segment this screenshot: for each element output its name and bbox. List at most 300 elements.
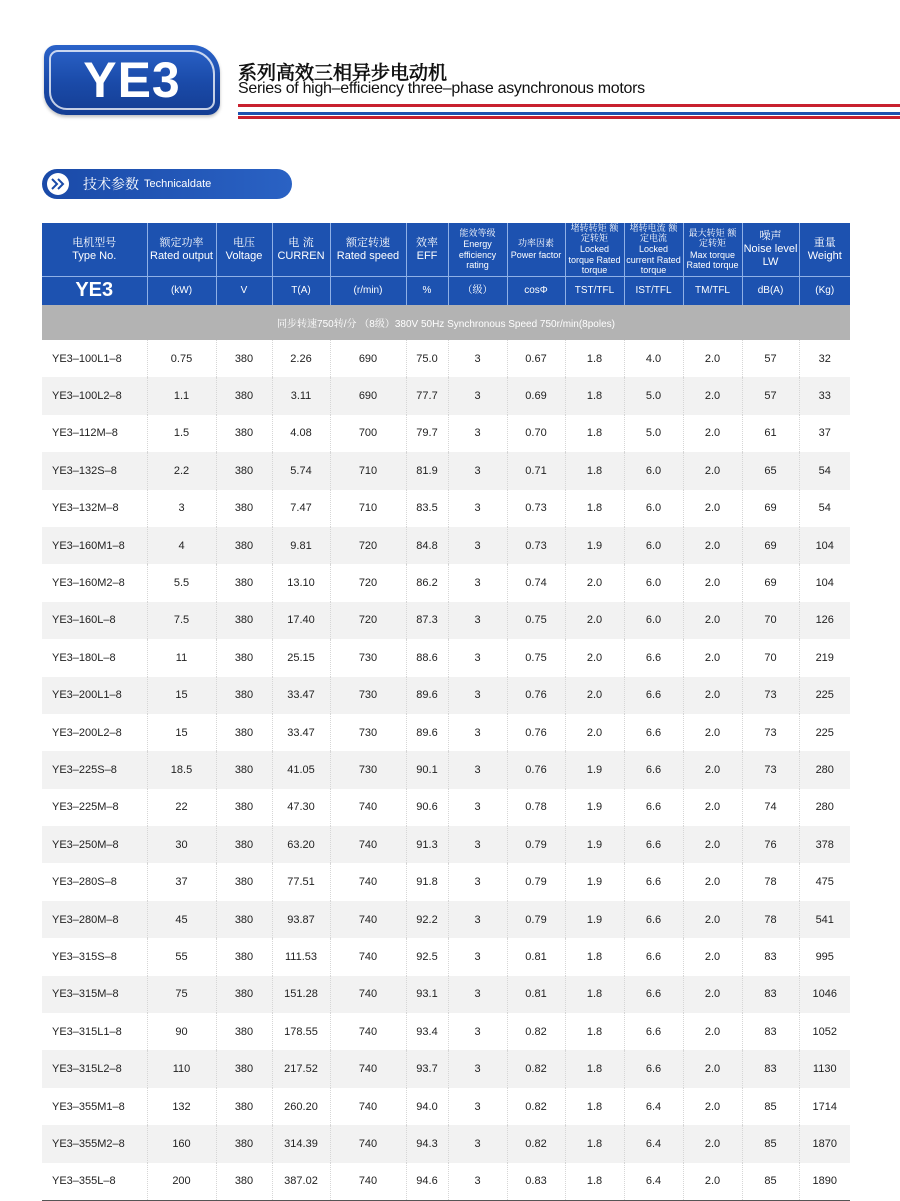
- table-cell: 0.83: [507, 1163, 565, 1201]
- table-cell: 380: [216, 863, 272, 900]
- table-cell: 2.0: [683, 527, 742, 564]
- table-cell: 1.9: [565, 527, 624, 564]
- model-cell: YE3–132S–8: [42, 452, 147, 489]
- table-row: [42, 826, 850, 863]
- table-cell: 1.8: [565, 1013, 624, 1050]
- table-cell: 380: [216, 602, 272, 639]
- table-cell: 6.0: [624, 452, 683, 489]
- table-cell: 2.0: [683, 452, 742, 489]
- table-cell: 280: [799, 751, 850, 788]
- column-header: [683, 223, 742, 277]
- table-cell: 280: [815, 801, 834, 814]
- table-cell: 33.47: [272, 714, 330, 751]
- column-header-cn: 功率因素: [517, 239, 554, 250]
- table-cell: 1890: [799, 1163, 850, 1201]
- table-cell: 2.0: [683, 1013, 742, 1050]
- table-cell: 730: [330, 714, 406, 751]
- table-cell: 0.75: [507, 602, 565, 639]
- table-cell: 5.5: [147, 564, 216, 601]
- column-header: [742, 223, 799, 277]
- table-cell: 70: [742, 639, 799, 676]
- table-cell: 740: [330, 938, 406, 975]
- table-cell: 219: [815, 651, 834, 664]
- table-cell: 4: [147, 527, 216, 564]
- table-cell: 6.6: [624, 714, 683, 751]
- table-cell: 3: [448, 639, 507, 676]
- title-english: Series of high–efficiency three–phase asynchronous motors: [238, 80, 645, 97]
- table-cell: 1.8: [565, 415, 624, 452]
- table-cell: 3: [448, 677, 507, 714]
- table-cell: 33: [799, 377, 850, 414]
- table-cell: 1.9: [565, 901, 624, 938]
- section-label-en: Technicaldate: [144, 178, 212, 190]
- table-cell: 710: [330, 490, 406, 527]
- table-cell: 314.39: [272, 1125, 330, 1162]
- model-cell: YE3–112M–8: [42, 415, 147, 452]
- table-row: [42, 1125, 850, 1162]
- table-cell: 57: [742, 340, 799, 377]
- table-cell: 0.79: [507, 863, 565, 900]
- table-cell: 6.6: [624, 639, 683, 676]
- table-cell: 91.8: [406, 863, 448, 900]
- table-cell: 2.0: [683, 789, 742, 826]
- table-cell: 2.0: [683, 1050, 742, 1087]
- column-header: [448, 223, 507, 277]
- table-cell: 15: [147, 714, 216, 751]
- table-cell: 47.30: [272, 789, 330, 826]
- table-cell: 380: [216, 901, 272, 938]
- column-unit: TM/TFL: [683, 277, 742, 306]
- stripe-blue: [238, 112, 900, 115]
- table-cell: 22: [147, 789, 216, 826]
- model-cell: YE3–315M–8: [42, 976, 147, 1013]
- column-unit: (Kg): [799, 277, 850, 306]
- table-cell: 3: [448, 564, 507, 601]
- table-cell: 90.1: [406, 751, 448, 788]
- table-cell: 110: [147, 1050, 216, 1087]
- table-cell: 380: [216, 938, 272, 975]
- table-cell: 3: [448, 789, 507, 826]
- table-cell: 740: [330, 976, 406, 1013]
- table-cell: 0.69: [507, 377, 565, 414]
- table-row: [42, 1163, 850, 1201]
- column-header-cn: 堵转转矩 额定转矩: [570, 224, 619, 245]
- table-cell: 2.0: [683, 340, 742, 377]
- table-cell: 1.8: [565, 938, 624, 975]
- table-cell: 3: [448, 377, 507, 414]
- table-cell: 83: [742, 1013, 799, 1050]
- table-cell: 78: [742, 901, 799, 938]
- table-cell: 3: [448, 340, 507, 377]
- table-cell: 1052: [812, 1025, 837, 1038]
- table-cell: 5.74: [272, 452, 330, 489]
- table-cell: 730: [330, 751, 406, 788]
- table-cell: 0.78: [507, 789, 565, 826]
- column-header-cn: 电 流: [288, 235, 314, 249]
- table-cell: 92.2: [406, 901, 448, 938]
- table-cell: 88.6: [406, 639, 448, 676]
- table-cell: 3: [448, 415, 507, 452]
- table-cell: 720: [330, 527, 406, 564]
- table-cell: 6.6: [624, 789, 683, 826]
- table-cell: 3: [448, 452, 507, 489]
- table-cell: 93.7: [406, 1050, 448, 1087]
- table-cell: 1.8: [565, 340, 624, 377]
- table-cell: 3: [448, 938, 507, 975]
- table-cell: 2.0: [683, 976, 742, 1013]
- table-cell: 475: [815, 876, 834, 889]
- ye3-logo: [44, 45, 220, 115]
- table-cell: 79.7: [406, 415, 448, 452]
- table-cell: 74: [742, 789, 799, 826]
- table-cell: 3: [448, 527, 507, 564]
- model-cell: YE3–315L2–8: [42, 1050, 147, 1087]
- table-cell: 83: [742, 1050, 799, 1087]
- table-cell: 0.79: [507, 826, 565, 863]
- column-header: [147, 223, 216, 277]
- column-header: [799, 223, 850, 277]
- column-header-en: CURREN: [277, 249, 325, 262]
- table-cell: 151.28: [272, 976, 330, 1013]
- table-cell: 2.0: [683, 377, 742, 414]
- table-cell: 32: [818, 352, 831, 365]
- table-cell: 740: [330, 1088, 406, 1125]
- table-cell: 0.70: [507, 415, 565, 452]
- table-cell: 6.4: [624, 1163, 683, 1201]
- table-cell: 690: [330, 377, 406, 414]
- table-cell: 3: [448, 1125, 507, 1162]
- model-cell: YE3–225S–8: [42, 751, 147, 788]
- stripe-white: [238, 108, 900, 111]
- table-cell: 2.0: [683, 751, 742, 788]
- table-cell: 160: [147, 1125, 216, 1162]
- table-cell: 740: [330, 901, 406, 938]
- table-row: [42, 602, 850, 639]
- table-cell: 18.5: [147, 751, 216, 788]
- table-cell: 69: [742, 527, 799, 564]
- table-cell: 2.0: [683, 602, 742, 639]
- table-cell: 6.0: [624, 490, 683, 527]
- table-cell: 3: [448, 1013, 507, 1050]
- table-cell: 85: [742, 1088, 799, 1125]
- table-cell: 1.8: [565, 1088, 624, 1125]
- table-cell: 93.1: [406, 976, 448, 1013]
- table-cell: 0.82: [507, 1013, 565, 1050]
- column-unit: cosΦ: [507, 277, 565, 306]
- table-cell: 2.0: [565, 677, 624, 714]
- table-cell: 1.8: [565, 1050, 624, 1087]
- table-cell: 37: [818, 427, 831, 440]
- table-row: [42, 527, 850, 564]
- table-cell: 710: [330, 452, 406, 489]
- table-cell: 690: [330, 340, 406, 377]
- table-cell: 37: [147, 863, 216, 900]
- table-cell: 33.47: [272, 677, 330, 714]
- table-cell: 3: [448, 863, 507, 900]
- table-row: [42, 377, 850, 414]
- table-cell: 6.6: [624, 901, 683, 938]
- table-cell: 380: [216, 677, 272, 714]
- table-cell: 0.82: [507, 1050, 565, 1087]
- table-cell: 15: [147, 677, 216, 714]
- table-cell: 73: [742, 677, 799, 714]
- model-cell: YE3–315L1–8: [42, 1013, 147, 1050]
- table-cell: 1130: [799, 1050, 850, 1087]
- column-header-cn: 效率: [416, 235, 438, 249]
- table-cell: 76: [742, 826, 799, 863]
- spec-table: [42, 223, 850, 1201]
- table-cell: 89.6: [406, 714, 448, 751]
- table-cell: 2.0: [683, 826, 742, 863]
- table-cell: 92.5: [406, 938, 448, 975]
- column-header-en: Power factor: [510, 249, 562, 260]
- table-cell: 4.08: [272, 415, 330, 452]
- table-cell: 61: [742, 415, 799, 452]
- table-cell: 2.0: [683, 1125, 742, 1162]
- column-header-cn: 重量: [813, 235, 836, 249]
- section-technical-data: [42, 169, 292, 199]
- column-unit: dB(A): [742, 277, 799, 306]
- table-cell: 83: [742, 976, 799, 1013]
- table-cell: 6.0: [624, 527, 683, 564]
- title-chinese: 系列高效三相异步电动机: [238, 62, 448, 84]
- table-cell: 85: [742, 1163, 799, 1201]
- model-cell: YE3–160L–8: [42, 602, 147, 639]
- table-cell: 730: [330, 677, 406, 714]
- table-cell: 2.0: [683, 714, 742, 751]
- column-unit: YE3: [42, 277, 147, 306]
- model-cell: YE3–180L–8: [42, 639, 147, 676]
- table-cell: 380: [216, 490, 272, 527]
- table-cell: 380: [216, 415, 272, 452]
- table-cell: 0.73: [507, 490, 565, 527]
- table-cell: 380: [216, 564, 272, 601]
- stripe-red: [238, 104, 900, 107]
- table-cell: 1.8: [565, 976, 624, 1013]
- model-cell: YE3–200L1–8: [42, 677, 147, 714]
- table-cell: 45: [147, 901, 216, 938]
- table-cell: 0.74: [507, 564, 565, 601]
- column-header: [330, 223, 406, 277]
- table-cell: 6.6: [624, 677, 683, 714]
- table-cell: 380: [216, 976, 272, 1013]
- table-row: [42, 901, 850, 938]
- table-cell: 1.8: [565, 377, 624, 414]
- table-cell: 1.9: [565, 789, 624, 826]
- table-cell: 63.20: [272, 826, 330, 863]
- model-cell: YE3–160M2–8: [42, 564, 147, 601]
- table-cell: 0.76: [507, 714, 565, 751]
- column-header: [272, 223, 330, 277]
- table-cell: 4.0: [624, 340, 683, 377]
- table-cell: 2.0: [683, 1163, 742, 1201]
- table-cell: 200: [147, 1163, 216, 1201]
- column-header-cn: 额定转速: [346, 235, 390, 249]
- table-row: [42, 490, 850, 527]
- table-cell: 3: [448, 976, 507, 1013]
- column-header-cn: 电压: [233, 235, 255, 249]
- table-cell: 6.6: [624, 826, 683, 863]
- table-cell: 3: [448, 602, 507, 639]
- table-cell: 78: [742, 863, 799, 900]
- table-cell: 2.0: [683, 639, 742, 676]
- table-cell: 94.0: [406, 1088, 448, 1125]
- model-cell: YE3–160M1–8: [42, 527, 147, 564]
- table-cell: 6.0: [624, 602, 683, 639]
- table-row: [42, 415, 850, 452]
- column-header: [565, 223, 624, 277]
- table-cell: 380: [216, 751, 272, 788]
- table-cell: 30: [147, 826, 216, 863]
- table-row: [42, 863, 850, 900]
- table-cell: 93.87: [272, 901, 330, 938]
- table-cell: 260.20: [272, 1088, 330, 1125]
- column-unit: IST/TFL: [624, 277, 683, 306]
- header-row: [42, 223, 850, 277]
- column-header-en: Locked current Rated torque: [626, 244, 681, 275]
- table-cell: 3: [448, 1050, 507, 1087]
- table-cell: 1.1: [147, 377, 216, 414]
- table-cell: 91.3: [406, 826, 448, 863]
- table-cell: 90.6: [406, 789, 448, 826]
- table-cell: 730: [330, 639, 406, 676]
- table-cell: 6.6: [624, 1050, 683, 1087]
- table-cell: 25.15: [272, 639, 330, 676]
- column-header: [624, 223, 683, 277]
- table-cell: 1.9: [565, 863, 624, 900]
- table-cell: 740: [330, 1125, 406, 1162]
- table-cell: 380: [216, 377, 272, 414]
- table-cell: 6.6: [624, 938, 683, 975]
- table-cell: 1.8: [565, 1163, 624, 1201]
- sync-speed-label: 同步转速750转/分 （8级）380V 50Hz Synchronous Speed 750r/min(8poles): [42, 305, 850, 340]
- table-cell: 387.02: [272, 1163, 330, 1201]
- column-header: [216, 223, 272, 277]
- table-cell: 740: [330, 826, 406, 863]
- table-cell: 1046: [799, 976, 850, 1013]
- section-label-cn: 技术参数: [83, 177, 139, 193]
- table-cell: 2.0: [683, 1088, 742, 1125]
- table-cell: 77.51: [272, 863, 330, 900]
- table-cell: 2.0: [683, 564, 742, 601]
- column-header-cn: 堵转电流 额定电流: [629, 224, 678, 245]
- column-header-cn: 最大转矩 额定转矩: [688, 229, 737, 250]
- table-cell: 380: [216, 1163, 272, 1201]
- table-row: [42, 751, 850, 788]
- table-row: [42, 938, 850, 975]
- table-cell: 104: [815, 577, 834, 590]
- table-cell: 93.4: [406, 1013, 448, 1050]
- table-cell: 0.79: [507, 901, 565, 938]
- table-cell: 83.5: [406, 490, 448, 527]
- table-cell: 90: [147, 1013, 216, 1050]
- table-cell: 380: [216, 714, 272, 751]
- table-cell: 217.52: [272, 1050, 330, 1087]
- table-cell: 1.9: [565, 751, 624, 788]
- table-cell: 380: [216, 639, 272, 676]
- table-cell: 720: [330, 602, 406, 639]
- table-row: [42, 639, 850, 676]
- column-header: [507, 223, 565, 277]
- table-cell: 2.0: [683, 677, 742, 714]
- table-cell: 3: [448, 751, 507, 788]
- table-cell: 65: [742, 452, 799, 489]
- column-unit: TST/TFL: [565, 277, 624, 306]
- table-cell: 0.76: [507, 751, 565, 788]
- column-unit: (r/min): [330, 277, 406, 306]
- table-cell: 86.2: [406, 564, 448, 601]
- header-stripes: [238, 104, 900, 116]
- table-cell: 380: [216, 826, 272, 863]
- model-cell: YE3–280M–8: [42, 901, 147, 938]
- unit-row: [42, 277, 850, 306]
- table-cell: 77.7: [406, 377, 448, 414]
- model-cell: YE3–250M–8: [42, 826, 147, 863]
- table-cell: 6.6: [624, 751, 683, 788]
- table-cell: 2.0: [683, 863, 742, 900]
- column-header-en: Voltage: [225, 249, 263, 262]
- column-header-en: Rated output: [150, 249, 213, 262]
- table-cell: 3.11: [272, 377, 330, 414]
- column-unit: V: [216, 277, 272, 306]
- table-cell: 3: [448, 826, 507, 863]
- table-row: [42, 677, 850, 714]
- table-cell: 73: [742, 714, 799, 751]
- sync-speed-row: [42, 305, 850, 340]
- table-cell: 380: [216, 340, 272, 377]
- table-cell: 132: [147, 1088, 216, 1125]
- model-cell: YE3–280S–8: [42, 863, 147, 900]
- table-cell: 720: [330, 564, 406, 601]
- column-header-en: Type No.: [72, 249, 117, 262]
- table-cell: 104: [799, 527, 850, 564]
- table-cell: 0.81: [507, 976, 565, 1013]
- table-cell: 0.82: [507, 1125, 565, 1162]
- column-unit: T(A): [272, 277, 330, 306]
- table-cell: 6.6: [624, 1013, 683, 1050]
- table-cell: 55: [147, 938, 216, 975]
- table-cell: 225: [799, 677, 850, 714]
- double-chevron-right-icon: [47, 173, 69, 195]
- table-cell: 126: [799, 602, 850, 639]
- model-cell: YE3–225M–8: [42, 789, 147, 826]
- table-cell: 6.6: [624, 976, 683, 1013]
- table-cell: 0.75: [147, 340, 216, 377]
- table-cell: 2.0: [565, 602, 624, 639]
- table-cell: 380: [216, 1050, 272, 1087]
- table-row: [42, 452, 850, 489]
- table-cell: 9.81: [272, 527, 330, 564]
- table-cell: 17.40: [272, 602, 330, 639]
- model-cell: YE3–315S–8: [42, 938, 147, 975]
- table-cell: 2.0: [683, 415, 742, 452]
- table-cell: 57: [742, 377, 799, 414]
- table-cell: 0.71: [507, 452, 565, 489]
- table-cell: 740: [330, 1013, 406, 1050]
- table-cell: 0.76: [507, 677, 565, 714]
- table-cell: 84.8: [406, 527, 448, 564]
- column-unit: （级）: [448, 277, 507, 306]
- table-row: [42, 340, 850, 377]
- column-header-en: Locked torque Rated torque: [568, 244, 621, 275]
- table-cell: 1.8: [565, 490, 624, 527]
- table-row: [42, 714, 850, 751]
- column-header: [42, 223, 147, 277]
- column-header-cn: 噪声: [759, 229, 782, 243]
- table-cell: 380: [216, 789, 272, 826]
- table-cell: 7.47: [272, 490, 330, 527]
- table-cell: 70: [742, 602, 799, 639]
